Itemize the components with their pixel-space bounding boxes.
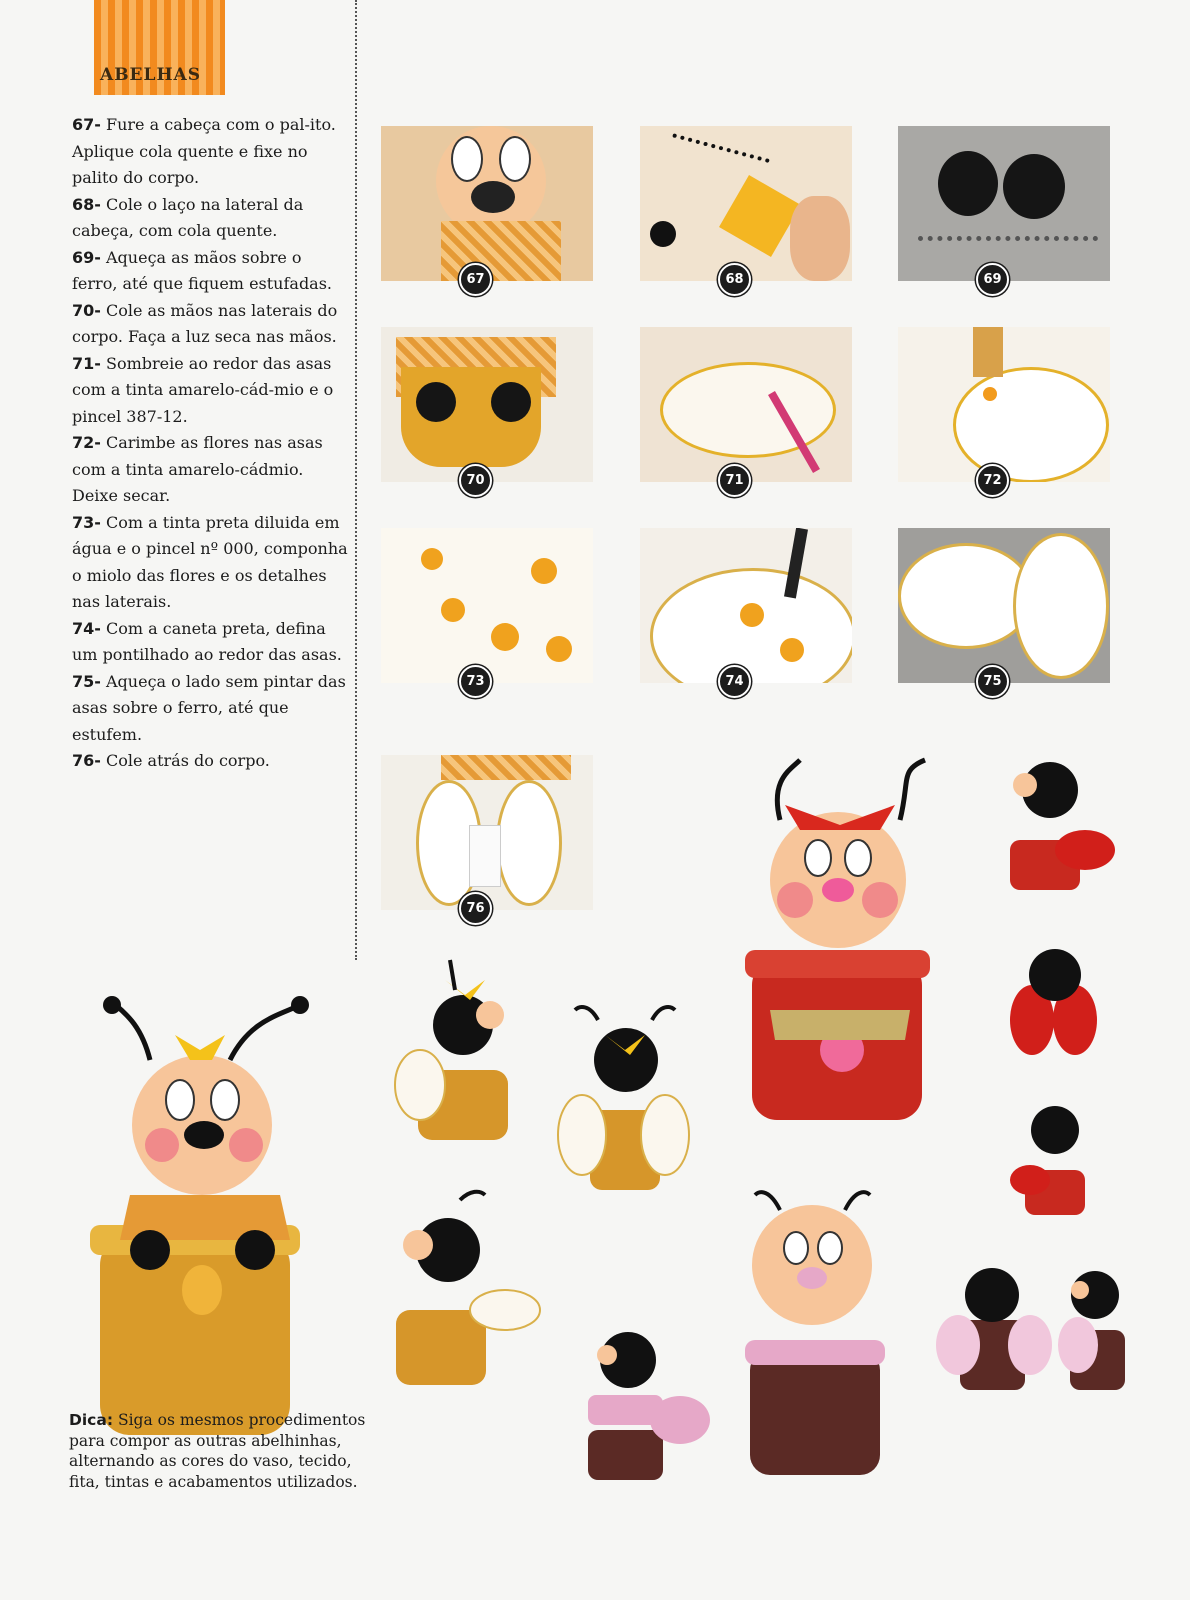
ladybug-doll-2	[1010, 949, 1097, 1055]
step-number-badge: 74	[718, 665, 751, 698]
pink-bee-doll-large	[745, 1192, 885, 1475]
step-item: 68- Cole o laço na lateral da cabeça, com cola quente.	[72, 194, 304, 240]
tip-label: Dica:	[69, 1411, 114, 1429]
bee-doll-small-1	[395, 960, 508, 1140]
step-item: 71- Sombreie ao redor das asas com a tinta amarelo-cád-mio e o pincel 387-12.	[72, 353, 334, 426]
step-number-badge: 76	[459, 892, 492, 925]
step-item: 73- Com a tinta preta diluida em água e o pincel nº 000, componha o miolo das flores e os detalhes nas laterais.	[72, 512, 348, 611]
bee-doll-large-yellow	[90, 996, 309, 1435]
ladybug-doll-3	[1010, 1106, 1085, 1215]
step-item: 67- Fure a cabeça com o pal-ito. Aplique cola quente e fixe no palito do corpo.	[72, 115, 336, 187]
step-item: 70- Cole as mãos nas laterais do corpo. Faça a luz seca nas mãos.	[72, 300, 338, 346]
tip-body: Siga os mesmos procedimentos para compor as outras abelhinhas, alternando as cores do vaso, tecido, fita, tintas e acabamentos utilizados.	[69, 1411, 366, 1491]
tip-text	[69, 1410, 381, 1492]
step-number-badge: 70	[459, 464, 492, 497]
step-number-badge: 67	[459, 263, 492, 296]
step-number-badge: 72	[976, 464, 1009, 497]
bee-doll-small-3	[396, 1192, 540, 1385]
step-item: 75- Aqueça o lado sem pintar das asas sobre o ferro, até que estufem.	[72, 671, 346, 744]
pink-bee-doll-small-1	[588, 1332, 710, 1480]
step-item: 69- Aqueça as mãos sobre o ferro, até que fiquem estufadas.	[72, 247, 333, 293]
step-number-badge: 68	[718, 263, 751, 296]
step-number-badge: 73	[459, 665, 492, 698]
pink-bee-doll-small-3	[1058, 1271, 1125, 1390]
step-item: 74- Com a caneta preta, defina um pontilhado ao redor das asas.	[72, 618, 342, 664]
pink-bee-doll-small-2	[936, 1268, 1052, 1390]
step-item: 76- Cole atrás do corpo.	[72, 751, 270, 770]
step-number-badge: 75	[976, 665, 1009, 698]
bee-doll-small-2	[558, 1007, 689, 1190]
step-item: 72- Carimbe as flores nas asas com a tinta amarelo-cádmio. Deixe secar.	[72, 433, 323, 505]
step-number-badge: 69	[976, 263, 1009, 296]
section-title: ABELHAS	[100, 65, 201, 85]
step-number-badge: 71	[718, 464, 751, 497]
bee-doll-large-red	[745, 760, 930, 1120]
ladybug-doll-1	[1010, 762, 1115, 890]
